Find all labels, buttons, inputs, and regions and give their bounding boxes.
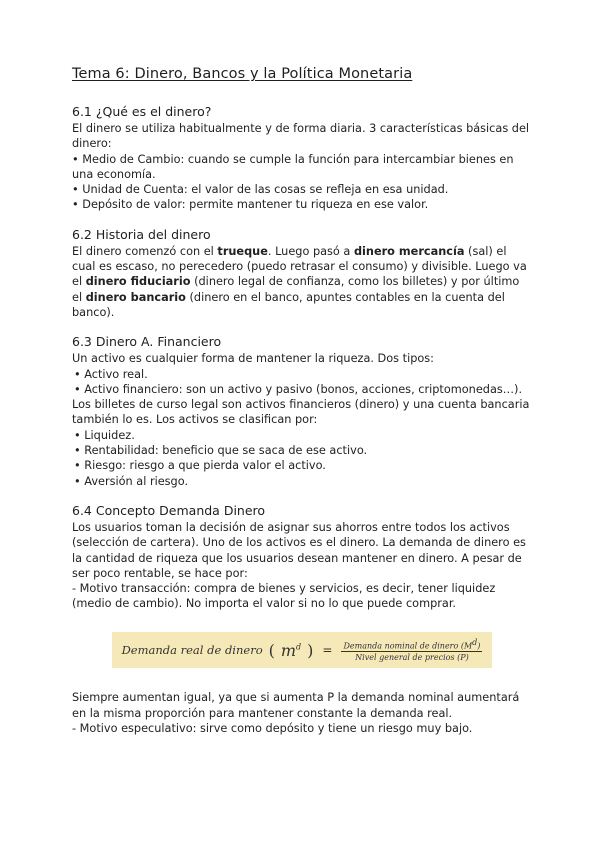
section-heading: 6.1 ¿Qué es el dinero? [72, 104, 212, 119]
list-item: • Liquidez. [74, 428, 135, 442]
list-item: • Aversión al riesgo. [74, 474, 189, 488]
text-run: (dinero legal de confianza, como los billetes) y por último el [72, 275, 520, 304]
list-item: • Activo real. [74, 367, 148, 381]
bold-term: dinero mercancía [353, 244, 465, 258]
paragraph: Los billetes de curso legal son activos financieros (dinero) y una cuenta bancaria también lo es. Los activos se clasifican por: [72, 398, 530, 427]
document-content [72, 66, 532, 750]
numerator-close: ) [477, 641, 481, 651]
numerator-text: Demanda nominal de dinero (M [343, 641, 473, 651]
formula-fraction [341, 638, 482, 663]
bold-term: dinero fiduciario [85, 275, 191, 289]
text-run: (dinero en el banco, apuntes contables en la cuenta del banco). [72, 290, 505, 319]
list-item: • Medio de Cambio: cuando se cumple la función para intercambiar bienes en una economía. [72, 152, 514, 181]
formula-superscript: d [296, 642, 302, 652]
paragraph: Un activo es cualquier forma de mantener la riqueza. Dos tipos: [72, 352, 434, 366]
text-run: . Luego pasó a [267, 244, 354, 258]
formula-paren: ( [268, 640, 275, 660]
formula-paren: ) [307, 640, 314, 660]
text-run: El dinero comenzó con el [72, 244, 218, 258]
formula-m [281, 641, 301, 660]
list-item: • Rentabilidad: beneficio que se saca de ese activo. [74, 444, 368, 458]
list-item: • Riesgo: riesgo a que pierda valor el activo. [74, 459, 326, 473]
list-item: • Activo financiero: son un activo y pasivo (bonos, acciones, criptomonedas…). [74, 382, 523, 396]
section-money-demand [72, 503, 532, 736]
formula-denominator: Nivel general de precios (P) [355, 653, 469, 663]
page-title: Tema 6: Dinero, Bancos y la Política Monetaria [72, 66, 413, 82]
text-run: (sal) el cual es escaso, no perecedero (puedo retrasar el consumo) y divisible. Luego va el [72, 244, 527, 289]
section-heading: 6.2 Historia del dinero [72, 226, 211, 242]
paragraph [72, 244, 532, 320]
list-item: • Depósito de valor: permite mantener tu riqueza en ese valor. [72, 198, 429, 212]
section-history [72, 227, 532, 320]
paragraph: Siempre aumentan igual, ya que si aumenta P la demanda nominal aumentará en la misma proporción para mantener constante la demanda real. [72, 691, 520, 720]
bold-term: trueque [217, 244, 268, 258]
section-what-is-money [72, 104, 532, 213]
paragraph: - Motivo especulativo: sirve como depósito y tiene un riesgo muy bajo. [72, 721, 473, 735]
list-item: • Unidad de Cuenta: el valor de las cosas se refleja en esa unidad. [72, 183, 449, 197]
money-demand-formula [112, 632, 493, 669]
formula-numerator [341, 638, 482, 653]
section-heading: 6.4 Concepto Demanda Dinero [72, 502, 266, 518]
formula-lhs: Demanda real de dinero [121, 643, 263, 658]
paragraph: El dinero se utiliza habitualmente y de forma diaria. 3 características básicas del dinero: [72, 122, 530, 151]
numerator-superscript: d [472, 637, 478, 647]
paragraph: Los usuarios toman la decisión de asignar sus ahorros entre todos los activos (selección de cartera). Uno de los activos es el dinero. La demanda de dinero es la cantidad de riqueza que los usuarios desean mantener en dinero. A pesar de ser poco rentable, se hace por: [72, 520, 526, 580]
section-heading: 6.3 Dinero A. Financiero [72, 334, 222, 350]
bold-term: dinero bancario [85, 290, 186, 304]
formula-symbol: m [280, 640, 297, 660]
formula-block [72, 632, 532, 669]
section-financial-asset [72, 334, 532, 489]
formula-equals: = [322, 643, 333, 658]
paragraph: - Motivo transacción: compra de bienes y servicios, es decir, tener liquidez (medio de cambio). No importa el valor si no lo que puede comprar. [72, 582, 496, 611]
